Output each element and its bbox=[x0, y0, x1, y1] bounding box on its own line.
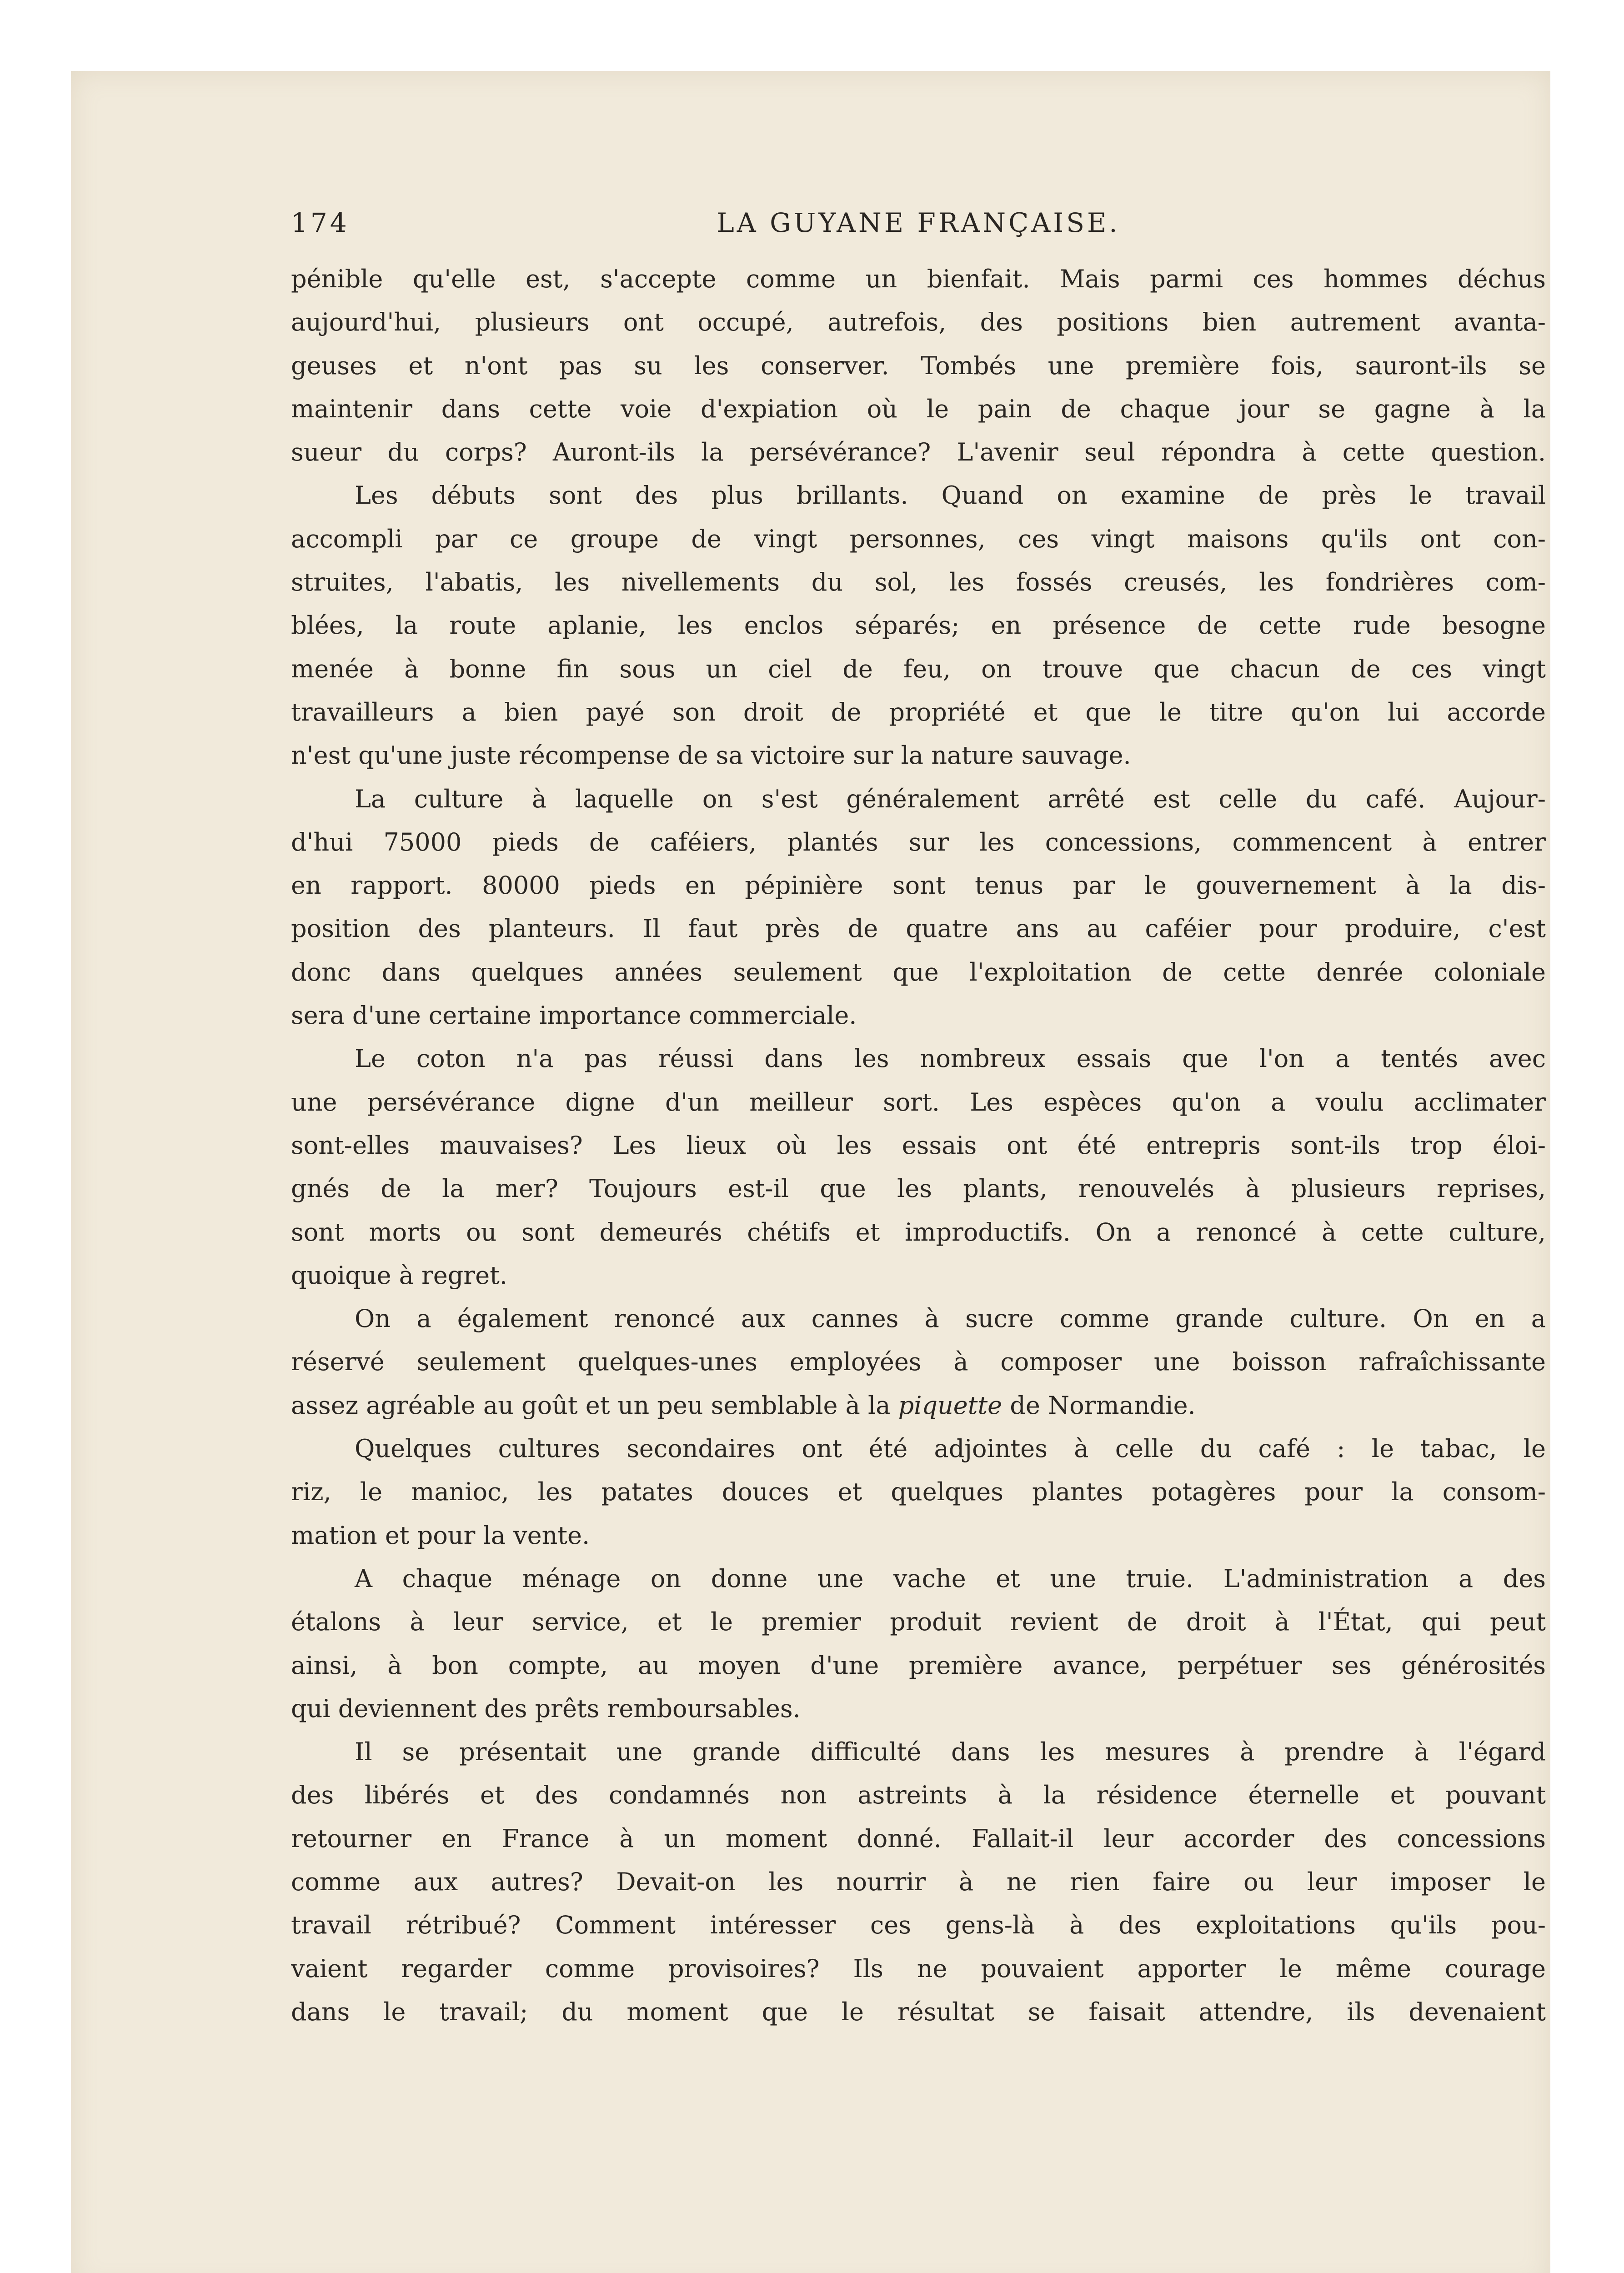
text-line: riz, le manioc, les patates douces et quelques plantes potagères pour la consom- bbox=[291, 1477, 1546, 1507]
text-line: Les débuts sont des plus brillants. Quand on examine de près le travail bbox=[355, 481, 1546, 510]
scanned-page bbox=[71, 71, 1550, 2273]
text-line bbox=[291, 1384, 1546, 1427]
text-line: retourner en France à un moment donné. Fallait-il leur accorder des concessions bbox=[291, 1824, 1546, 1853]
page-number: 174 bbox=[291, 207, 350, 238]
text-line: geuses et n'ont pas su les conserver. Tombés une première fois, sauront-ils se bbox=[291, 351, 1546, 380]
text-line: donc dans quelques années seulement que l'exploitation de cette denrée coloniale bbox=[291, 957, 1546, 986]
italic-term: piquette bbox=[898, 1391, 1002, 1420]
page-content bbox=[291, 189, 1546, 2033]
running-title: LA GUYANE FRANÇAISE. bbox=[717, 207, 1120, 238]
text-line: sera d'une certaine importance commerciale. bbox=[291, 1001, 857, 1030]
running-head bbox=[291, 189, 1546, 257]
text-line: maintenir dans cette voie d'expiation où le pain de chaque jour se gagne à la bbox=[291, 394, 1546, 423]
text-segment: assez agréable au goût et un peu semblable à la bbox=[291, 1391, 891, 1420]
text-line: d'hui 75000 pieds de caféiers, plantés sur les concessions, commencent à entrer bbox=[291, 827, 1546, 856]
text-line: struites, l'abatis, les nivellements du sol, les fossés creusés, les fondrières com- bbox=[291, 568, 1546, 597]
text-line: travailleurs a bien payé son droit de propriété et que le titre qu'on lui accorde bbox=[291, 697, 1546, 726]
text-line: n'est qu'une juste récompense de sa victoire sur la nature sauvage. bbox=[291, 741, 1131, 770]
text-line: menée à bonne fin sous un ciel de feu, on trouve que chacun de ces vingt bbox=[291, 654, 1546, 683]
text-line: aujourd'hui, plusieurs ont occupé, autrefois, des positions bien autrement avanta- bbox=[291, 308, 1546, 337]
text-line: accompli par ce groupe de vingt personnes, ces vingt maisons qu'ils ont con- bbox=[291, 524, 1546, 553]
text-segment: de Normandie. bbox=[1010, 1391, 1196, 1420]
text-line: réservé seulement quelques-unes employées à composer une boisson rafraîchissante bbox=[291, 1347, 1546, 1377]
text-line: travail rétribué? Comment intéresser ces gens-là à des exploitations qu'ils pou- bbox=[291, 1911, 1546, 1940]
text-line: sont morts ou sont demeurés chétifs et improductifs. On a renoncé à cette culture, bbox=[291, 1217, 1546, 1247]
text-line: On a également renoncé aux cannes à sucre comme grande culture. On en a bbox=[355, 1304, 1546, 1333]
text-line: en rapport. 80000 pieds en pépinière sont tenus par le gouvernement à la dis- bbox=[291, 871, 1546, 900]
body-text bbox=[291, 257, 1546, 2033]
text-line: étalons à leur service, et le premier produit revient de droit à l'État, qui peut bbox=[291, 1607, 1546, 1637]
text-line: gnés de la mer? Toujours est-il que les plants, renouvelés à plusieurs reprises, bbox=[291, 1174, 1546, 1203]
text-line: ainsi, à bon compte, au moyen d'une première avance, perpétuer ses générosités bbox=[291, 1651, 1546, 1680]
text-line: position des planteurs. Il faut près de quatre ans au caféier pour produire, c'est bbox=[291, 914, 1546, 943]
text-line: quoique à regret. bbox=[291, 1261, 507, 1290]
text-line: Le coton n'a pas réussi dans les nombreux essais que l'on a tentés avec bbox=[355, 1044, 1546, 1073]
text-line: Quelques cultures secondaires ont été adjointes à celle du café : le tabac, le bbox=[355, 1434, 1546, 1463]
text-line: pénible qu'elle est, s'accepte comme un bienfait. Mais parmi ces hommes déchus bbox=[291, 265, 1546, 293]
text-line: A chaque ménage on donne une vache et une truie. L'administration a des bbox=[355, 1564, 1546, 1593]
text-line: mation et pour la vente. bbox=[291, 1521, 590, 1550]
text-line: La culture à laquelle on s'est généralement arrêté est celle du café. Aujour- bbox=[355, 784, 1546, 813]
text-line: des libérés et des condamnés non astreints à la résidence éternelle et pouvant bbox=[291, 1781, 1546, 1810]
text-line: vaient regarder comme provisoires? Ils ne pouvaient apporter le même courage bbox=[291, 1954, 1546, 1983]
text-line: sueur du corps? Auront-ils la persévérance? L'avenir seul répondra à cette question. bbox=[291, 438, 1546, 467]
text-line: sont-elles mauvaises? Les lieux où les essais ont été entrepris sont-ils trop éloi- bbox=[291, 1131, 1546, 1160]
text-line: comme aux autres? Devait-on les nourrir à ne rien faire ou leur imposer le bbox=[291, 1867, 1546, 1896]
text-line: une persévérance digne d'un meilleur sort. Les espèces qu'on a voulu acclimater bbox=[291, 1087, 1546, 1116]
text-line: qui deviennent des prêts remboursables. bbox=[291, 1694, 801, 1723]
text-line: Il se présentait une grande difficulté dans les mesures à prendre à l'égard bbox=[355, 1737, 1546, 1767]
text-line: dans le travail; du moment que le résultat se faisait attendre, ils devenaient bbox=[291, 1997, 1546, 2026]
text-line: blées, la route aplanie, les enclos séparés; en présence de cette rude besogne bbox=[291, 611, 1546, 640]
